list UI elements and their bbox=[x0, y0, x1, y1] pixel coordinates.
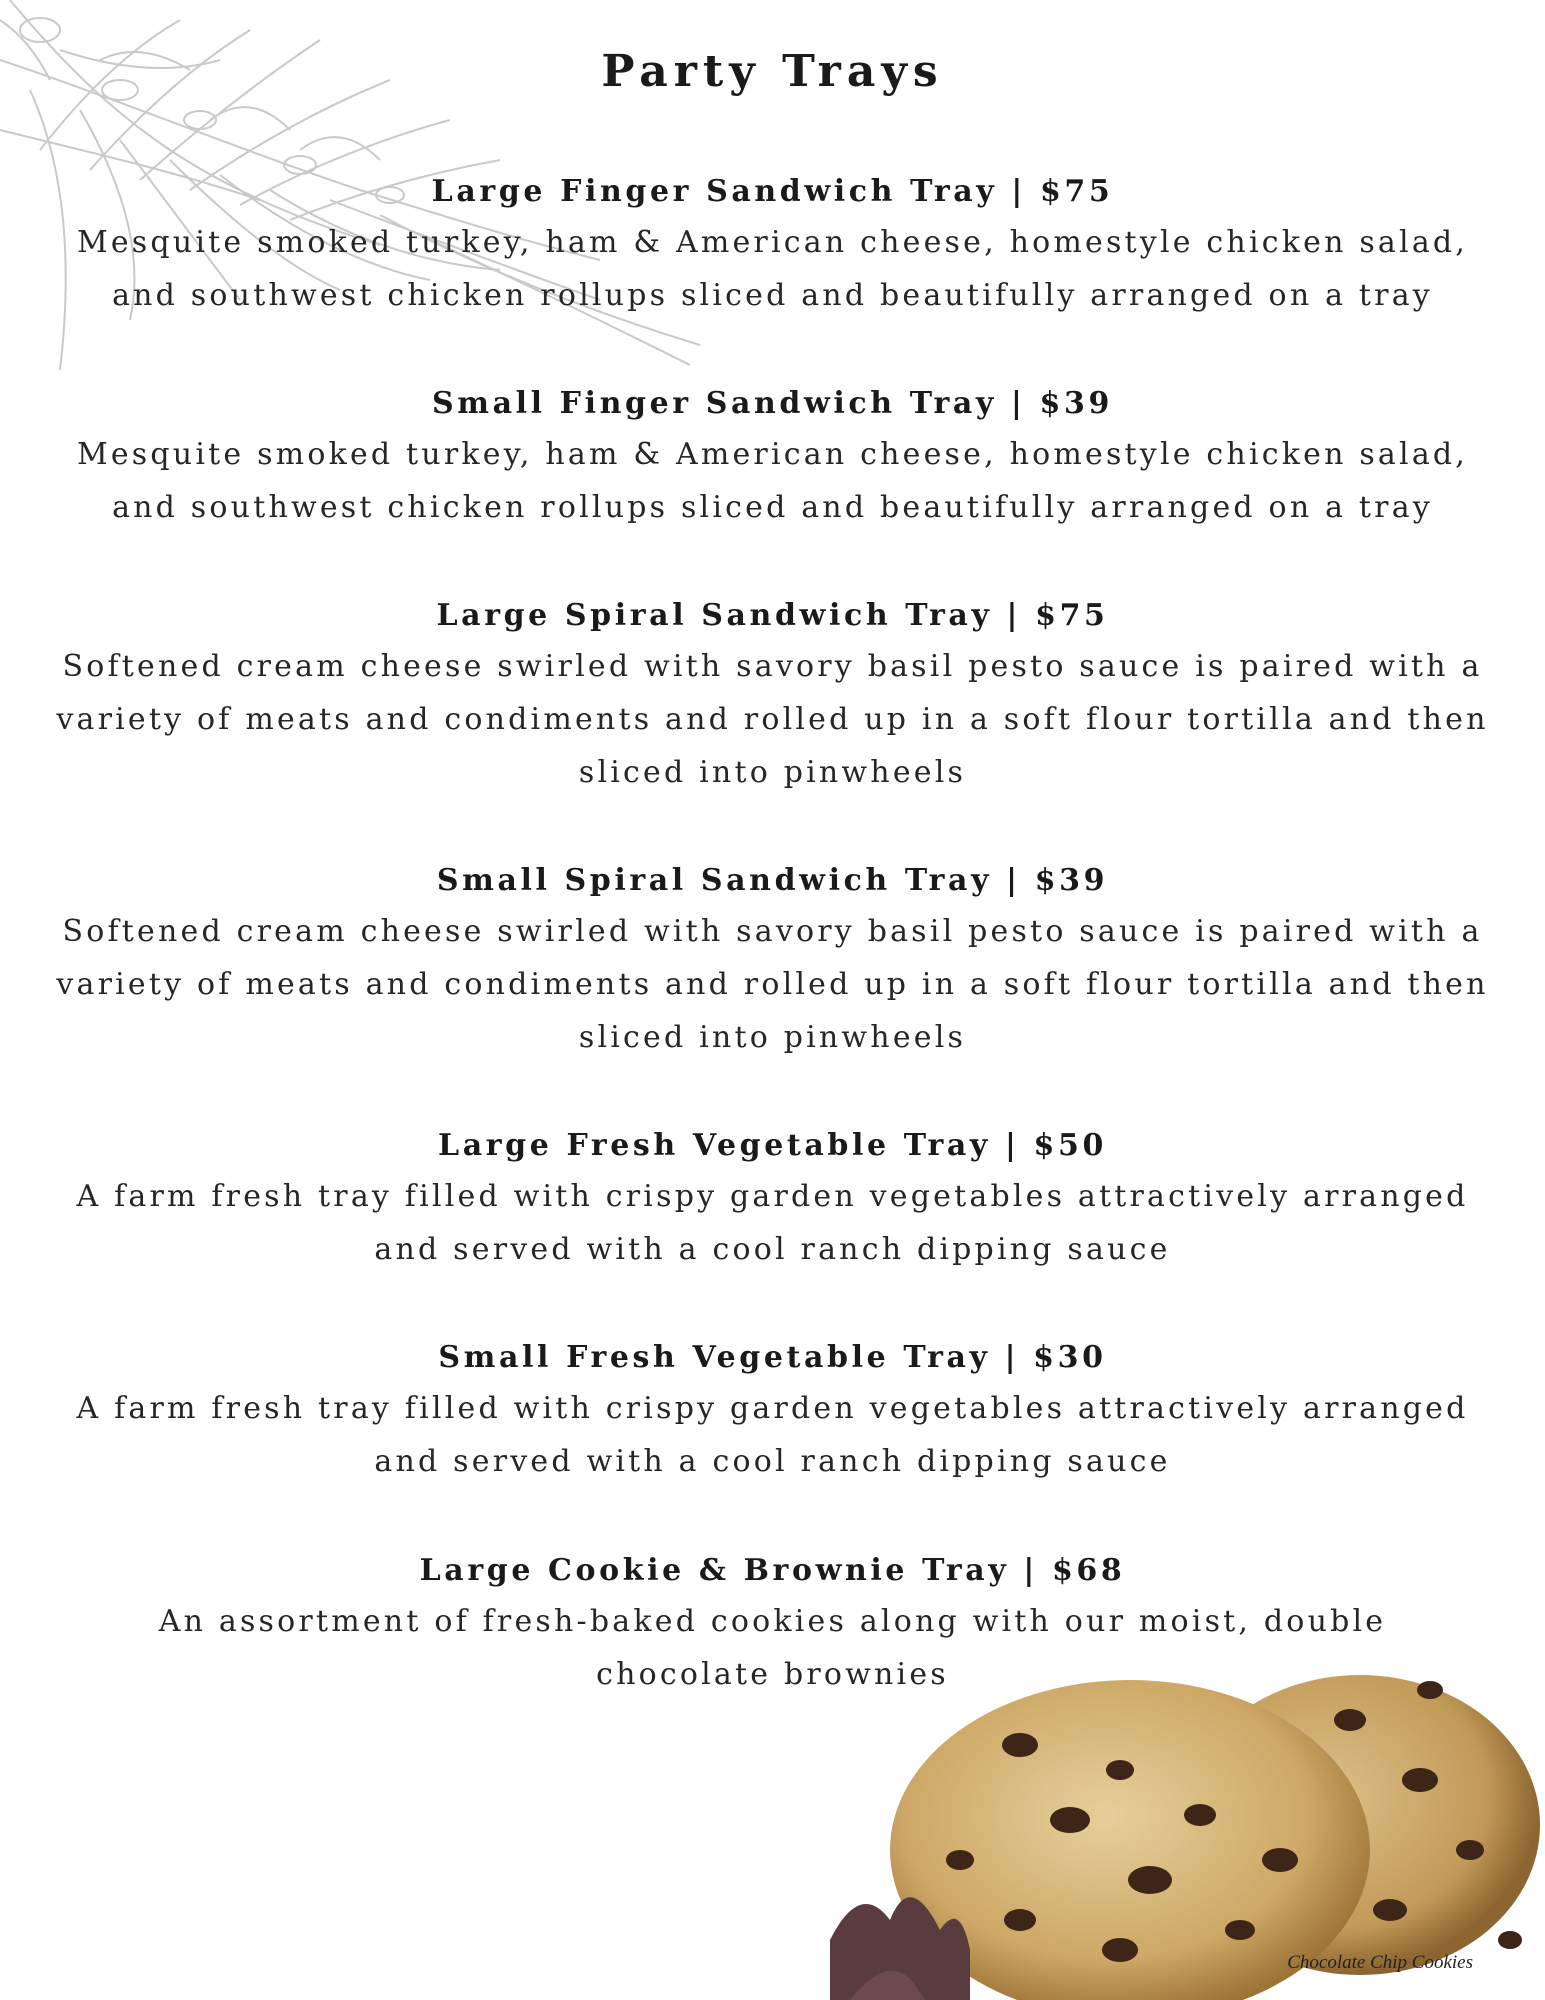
item-name: Large Cookie & Brownie Tray | $68 bbox=[419, 1553, 1126, 1588]
menu-item-small-finger-sandwich-tray bbox=[40, 380, 1505, 534]
item-description: A farm fresh tray filled with crispy garden vegetables attractively arranged and served with a cool ranch dipping sauce bbox=[76, 1391, 1469, 1479]
page-title: Party Trays bbox=[601, 46, 944, 97]
item-name: Small Finger Sandwich Tray | $39 bbox=[432, 386, 1113, 421]
menu-item-large-finger-sandwich-tray bbox=[40, 168, 1505, 322]
item-name: Large Fresh Vegetable Tray | $50 bbox=[438, 1128, 1107, 1163]
photo-caption: Chocolate Chip Cookies bbox=[1287, 1952, 1473, 1973]
menu-item-large-cookie-brownie-tray bbox=[120, 1547, 1425, 1701]
item-description: Mesquite smoked turkey, ham & American cheese, homestyle chicken salad, and southwest chicken rollups sliced and beautifully arranged on a tray bbox=[76, 437, 1469, 525]
item-description: A farm fresh tray filled with crispy garden vegetables attractively arranged and served with a cool ranch dipping sauce bbox=[76, 1179, 1469, 1267]
item-description: Mesquite smoked turkey, ham & American cheese, homestyle chicken salad, and southwest chicken rollups sliced and beautifully arranged on a tray bbox=[76, 225, 1469, 313]
menu-item-large-spiral-sandwich-tray bbox=[40, 592, 1505, 799]
item-name: Large Finger Sandwich Tray | $75 bbox=[431, 174, 1114, 209]
item-name: Small Spiral Sandwich Tray | $39 bbox=[436, 863, 1109, 898]
menu-item-small-spiral-sandwich-tray bbox=[40, 857, 1505, 1064]
item-description: Softened cream cheese swirled with savory basil pesto sauce is paired with a variety of meats and condiments and rolled up in a soft flour tortilla and then sliced into pinwheels bbox=[56, 649, 1489, 790]
item-name: Large Spiral Sandwich Tray | $75 bbox=[436, 598, 1109, 633]
menu-item-small-fresh-vegetable-tray bbox=[40, 1334, 1505, 1488]
item-name: Small Fresh Vegetable Tray | $30 bbox=[438, 1340, 1107, 1375]
menu-item-large-fresh-vegetable-tray bbox=[40, 1122, 1505, 1276]
item-description: Softened cream cheese swirled with savory basil pesto sauce is paired with a variety of meats and condiments and rolled up in a soft flour tortilla and then sliced into pinwheels bbox=[56, 914, 1489, 1055]
chocolate-chip-cookies-photo bbox=[820, 1650, 1545, 2000]
item-description: An assortment of fresh-baked cookies along with our moist, double chocolate brownies bbox=[158, 1604, 1387, 1692]
